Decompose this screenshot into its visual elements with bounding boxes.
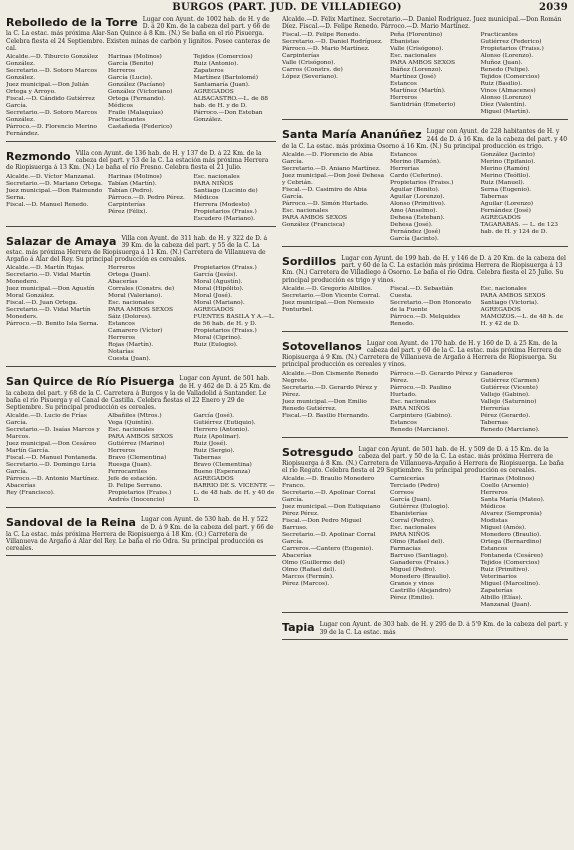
place-description: Lugar con Ayunt. de 501 hab. de H. y 509 de D. á 15 Km. de la cabeza del part. y 50 de la C. La estac. más próxima Herrera de Riopisuerga á 8 Km. (N.) Carretera de Villanueva-Argaño á Herrera de Riopisuerga. Le baña el río Regato. Celebra fiesta el 29 Septiembre. Su principal producción es cereales. — [282, 445, 564, 475]
place-description: Lugar con Ayunt. de 303 hab. de H. y 295 de D. á 5'9 Km. de la cabeza del part. y 39 de la C. La estac. más — [319, 621, 568, 636]
place-description: Lugar con Ayunt. de 228 habitantes de H. y 244 de D. á 16 Km. de la cabeza del part. y 40 de la C. La estac. más próxima Osorno á 16 Km. (N.) Su principal producción es trigo. — [282, 128, 568, 150]
directory-listing-block: Alcalde.—D. Lucio de Frías García. Secretario.—D. Isaías Marcos y Marcos. Juez municipal.—Don Cesáreo Martín García. Fiscal.—D. Manuel Fontaneda. Secretario.—D. Domingo Liria García. Párroco.—D. Antonio Martínez. Abacerías Rey (Francisco). — [6, 413, 100, 497]
directory-listing-block: Harinas (Molinos) Tabían (Martín). Tabían (Pedro). Párroco.—D. Pedro Pérez. Carpinterías Pérez (Félix). — [108, 173, 185, 215]
directory-entry — [282, 446, 568, 618]
place-description: Villa con Ayunt. de 136 hab. de H. y 137 de D. á 22 Km. de la cabeza del part. y 53 de la C. La estación más próxima Herrera de Riopisuerga á 13 Km. (N.) Le baña el río Fresno. Celebra fiesta el 21 Julio. — [6, 150, 269, 172]
place-name: Tapia — [282, 621, 315, 635]
directory-entry — [6, 235, 276, 372]
place-description: Lugar con Ayunt. de 530 hab. de H. y 522 de D. á 9 Km. de la cabeza del part. y 66 de la C. La estac. más próxima Herrera de Riopisuerga á 18 Km. (O.) Carretera de Villanueva de Argaño á Alar del Rey. Le baña el río Odra. Su principal producción es cereales. — [6, 516, 274, 553]
left-column — [6, 16, 276, 564]
right-column — [282, 16, 568, 648]
place-name: Santa María Ananúñez — [282, 128, 422, 142]
directory-listing-block: Tejidos (Comercios) Ruiz (Antonio). Zapateros Martínez (Bartolomé) Santamaría (Juan). AGREGADOS ALBACASTRO.—L. de 88 hab. de H. y de D. Párroco.—Don Esteban González. — [193, 54, 268, 124]
directory-listing-block: González (Jacinto) Merino (Epifanio). Merino (Ramón) Merino (Teófilo). Ruiz (Manuel). Serna (Eugenio). Tabernas Aguilar (Lorenzo) Fernández (José) AGREGADOS TAGARABAS. — L. de 123 hab. de H. y 124 de D. — [480, 152, 558, 236]
directory-listing-block: Peña (Florentino) Ebanistas Valle (Crisógono). Esc. nacionales PARA AMBOS SEXOS Ibáñez (Lorenzo). Martínez (José) Estancos Martínez (Martín). Herreros Santidrián (Emeterio) — [390, 32, 456, 109]
directory-listing-grid — [6, 413, 276, 504]
entry-divider — [6, 507, 276, 508]
entry-divider — [6, 226, 276, 227]
directory-listing-block: Alcalde.—Don Cismente Renedo Negrete. Secretario.—D. Gerardo Pérez y Pérez. Juez municipal.—Don Emilio Renedo Gutiérrez. Fiscal.—D. Basilio Hernando. — [282, 370, 379, 419]
directory-entry — [282, 340, 568, 442]
place-name: Sotovellanos — [282, 339, 362, 353]
page-number: 2039 — [538, 2, 568, 13]
entry-divider — [282, 612, 568, 613]
directory-listing-block: Alcalde.—D. Florencio de Abia García. Secretario.—D. Aniano Martínez. Juez municipal.—Don José Dehesa y Cebrián. Fiscal.—D. Casimiro de Abia García. Párroco.—D. Simón Hurtado. Esc. nacionales PARA AMBOS SEXOS González (Francisca) — [282, 152, 385, 229]
entry-divider — [6, 141, 276, 142]
page-title: BURGOS (PART. JUD. DE VILLADIEGO) — [172, 2, 402, 13]
directory-listing-block: Fiscal.—D. Felipe Renedo. Secretario.—D. Daniel Rodríguez. Párroco.—D. Mario Martínez. Carpinterías Valle (Crisógono). Carros (Constrs. de) López (Severiano). — [282, 32, 383, 81]
place-name: Rezmondo — [6, 150, 71, 164]
directory-listing-block: Harinas (Molinos) García (Benito) Herreros García (Lucio). González (Pacíano) González (Victoriano) Ortega (Fernando). Médicos Fraile (Malaquías) Practicantes Castañeda (Federico) — [108, 54, 173, 131]
place-name: Salazar de Amaya — [6, 234, 117, 248]
place-name: Rebolledo de la Torre — [6, 16, 138, 29]
directory-listing-block: Esc. nacionales PARA NIÑOS Santiago (Lucinio de) Médicos Herrera (Modesto) Propietarios (Fraiss.) Escudero (Mariano). — [193, 173, 258, 222]
entry-divider — [6, 366, 276, 367]
directory-listing-grid — [6, 174, 276, 223]
place-description: Lugar con Ayunt. de 199 hab. de H. y 146 de D. á 20 Km. de la cabeza del part. y 60 de la C. La estación más próxima Herrera de Riopisuerga á 13 Km. (N.) Carretera de Villadiego á Osorno. Le baña el río Odra. Celebra fiesta el 25 Julio. Su principal producción es trigo y vinos. — [282, 255, 566, 284]
place-name: Sandoval de la Reina — [6, 516, 136, 530]
directory-entry — [282, 255, 568, 336]
entry-divider — [6, 555, 276, 556]
directory-entry — [282, 621, 568, 643]
page-header — [0, 2, 574, 16]
place-description: Alcalde.—D. Félix Martínez. Secretario.—D. Daniel Rodríguez. Juez municipal.—Don Román Díez. Fiscal.—D. Felipe Renedo. Párroco.—D. Mario Martínez. — [282, 16, 562, 31]
place-description: Lugar con Ayunt. de 170 hab. de H. y 160 de D. á 25 Km. de la cabeza del part. y 60 de la C. La estac. más próxima Herrera de Riopisuerga á 9 Km. (N.) Carretera de Villanueva de Argaño á Herrera de Riopisuerga. Su principal producción es cereales y vinos. — [282, 339, 562, 369]
directory-listing-block: Párroco.—D. Gerardo Pérez y Pérez. Párroco.—D. Paulino Hurtado. Esc. nacionales PARA NIÑOS Carpintero (Gabino). Estancos Renedo (Marciano). — [390, 370, 478, 433]
directory-listing-block: Propietarios (Fraiss.) García (Jesús). Moral (Agustín). Moral (Hipólito). Moral (José). Moral (Mariano). AGREGADOS FUENTES BASILA Y A.—L. de 56 hab. de H. y D. Propietarios (Fraiss.) Moral (Ciprino). Ruiz (Eulogio). — [193, 265, 275, 349]
directory-listing-grid — [6, 265, 276, 363]
directory-listing-block: Alcalde.—D. Gregorio Albillos. Secretario.—Don Vicente Corral. Juez municipal.—Don Nemesio Fonturbel. — [282, 285, 381, 313]
directory-listing-block: Estancos Merino (Ramón). Herrerías Cardo (Ceferino). Propietarios (Fraiss.) Aguilar (Benito). Aguilar (Lorenzo). Alonso (Primitivo). Amo (Anselmo). Dehesa (Esteban). Dehesa (José). Fernández (José) García (Jacinto). — [390, 152, 454, 243]
directory-entry — [6, 516, 276, 560]
directory-listing-block: Alcalde.—D. Braulio Monedero Franco. Secretario.—D. Apolinar Corral García. Juez municipal.—Don Eutiquiano Pérez Pérez. Fiscal.—Don Pedro Miguel Barruso. Secretario.—D. Apolinar Corral García. Carreros.—Cantero (Eugenio). Abacerías Olmo (Guillermo del) Olmo (Rafael del). Marcos (Fermín). Pérez (Marcos). — [282, 476, 381, 588]
directory-listing-grid — [282, 476, 568, 609]
directory-listing-block: Alcalde.—D. Tiburcio González González. Secretario.—D. Sotoro Marcos González. Juez municipal.—Don Julián Ortega y Arroyo. Fiscal.—D. Cándido Gutiérrez García. Secretario.—D. Sotoro Marcos González. Párroco.—D. Florencio Merino Fernández. — [6, 54, 99, 138]
place-description: Lugar con Ayunt. de 501 hab. de H. y 462 de D. á 25 Km. de la cabeza del part. y 68 de la C. Carretera á Burgos y la de Valladolid á Santander. Le baña el río Pisuerga y el Canal de Castilla. Celebra fiestas el 22 Enero y 29 de Septiembre. Su principal producción es cereales. — [6, 375, 271, 412]
directory-listing-block: García (José). Gutiérrez (Eutiquio). Herrero (Antonio). Ruiz (Apolinar). Ruiz (José). Ruiz (Sergio). Tabernas Bravo (Clementina) Bueno (Esperanza) AGREGADOS BARRIO DE S. VICENTE —L. de 48 hab. de H. y 40 de D. — [193, 413, 275, 504]
place-description: Villa con Ayunt. de 311 hab. de H. y 322 de D. á 39 Km. de la cabeza del part. y 55 de la C. La estac. más próxima Herrera de Riopisuerga á 11 Km. (N.) Carretera de Villanueva de Argaño á Alar del Rey. Su principal producción es cereales. — [6, 234, 268, 264]
directory-listing-block: Alcalde.—D. Víctor Manzanal. Secretario.—D. Mariano Ortega. Juez municipal.—Don Raimundo Serna. Fiscal.—D. Manuel Renedo. — [6, 173, 103, 208]
place-name: Sordillos — [282, 255, 337, 269]
directory-listing-grid — [6, 54, 276, 138]
directory-listing-grid — [282, 32, 568, 116]
directory-listing-block: Practicantes Gutiérrez (Federico) Propietarios (Fraiss.) Alonso (Lorenzo). Muñoz (Juan). Renedo (Felipe). Tejidos (Comercios) Ruiz (Basilio). Vinos (Almacenes) Alonso (Lorenzo) Díez (Valentín). Miguel (Martín). — [480, 32, 544, 116]
directory-listing-block: Albañiles (Mtros.) Vega (Quintín). Esc. nacionales PARA AMBOS SEXOS Gutiérrez (Marino) Herreros Bravo (Clementina) Ruesga (Juan). Ferrocarriles Jefe de estación. D. Felipe Serrano. Propietarios (Fraiss.) Andrés (Inocencio) — [108, 413, 173, 504]
entry-divider — [282, 119, 568, 120]
place-name: Sotresgudo — [282, 445, 354, 459]
directory-entry — [6, 375, 276, 512]
directory-entry — [282, 128, 568, 251]
directory-listing-block: Harinas (Molinos) Coello (Arsenio) Herreros Santa María (Mateo). Médicos Alvarez (Sempronia) Modistas Miguel (Amós). Monedero (Braulio). Ortega (Bernardino) Estancos Fontaneda (Cesáreo) Tejidos (Comercios) Ruiz (Primitivo). Veterinarios Miguel (Marcelino). Zapaterías Albillo (Elías). Manzanal (Juan). — [480, 476, 545, 609]
directory-listing-block: Fiscal.—D. Sebastián Cuesta. Secretario.—Don Honorato de la Fuente Párroco.—D. Melquides Renedo. — [390, 285, 472, 327]
directory-entry — [6, 150, 276, 231]
entry-divider — [282, 331, 568, 332]
directory-listing-grid — [282, 371, 568, 434]
directory-listing-grid — [282, 152, 568, 243]
directory-listing-block: Ganaderos Gutiérrez (Carmen) Gutiérrez (Vicente) Vallejo (Gabino). Vallejo (Saturnino) Herrerías Pérez (Gerardo). Tabernas Renedo (Marciano). — [480, 370, 540, 433]
entry-divider — [282, 639, 568, 640]
entry-divider — [282, 246, 568, 247]
entry-divider — [282, 437, 568, 438]
directory-listing-block: Herreros Ortega (Juan). Abacerías Corrales (Constrs. de) Moral (Valeriano). Esc. nacionales PARA AMBOS SEXOS Sáiz (Dolores). Estancos Camarero (Víctor) Herreros Rojas (Martín). Notarías Cuesta (Juan). — [108, 265, 175, 363]
directory-listing-block: Carnicerías Terciado (Pedro) Correos García (Juan). Gutiérrez (Eulogio). Ebanisterías Corral (Pedro). Esc. nacionales PARA NIÑOS Olmo (Rafael del). Farmacias Barruso (Santiago). Ganaderos (Fraiss.) Miguel (Pedro). Monedero (Braulio). Granos y vinos Castrillo (Alejandro) Pérez (Emilio). — [390, 476, 451, 602]
directory-listing-grid — [282, 286, 568, 328]
directory-entry — [282, 16, 568, 124]
place-name: San Quirce de Río Pisuerga — [6, 375, 175, 389]
directory-listing-block: Alcalde.—D. Martín Rojas. Secretario.—D. Vidal Martín Monedero. Juez municipal.—Don Agustín Moral González. Fiscal.—D. Juan Ortega. Secretario.—D. Vidal Martín Moneders. Párroco.—D. Benito Isla Serna. — [6, 265, 99, 328]
place-description: Lugar con Ayunt. de 1002 hab. de H. y de D. á 20 Km. de la cabeza del part. y 66 de la C. La estac. más próxima Alar-San Quince á 8 Km. (N.) Se baña en el río Pisuerga. Celebra fiesta el 24 Septiembre. Existen minas de carbón y lignitos. Posee canteras de cal. — [6, 16, 271, 52]
directory-listing-block: Esc. nacionales PARA AMBOS SEXOS Santiago (Victoria). AGREGADOS MAMOZOS.—L. de 48 h. de H. y 42 de D. — [480, 285, 564, 327]
directory-entry — [6, 16, 276, 146]
